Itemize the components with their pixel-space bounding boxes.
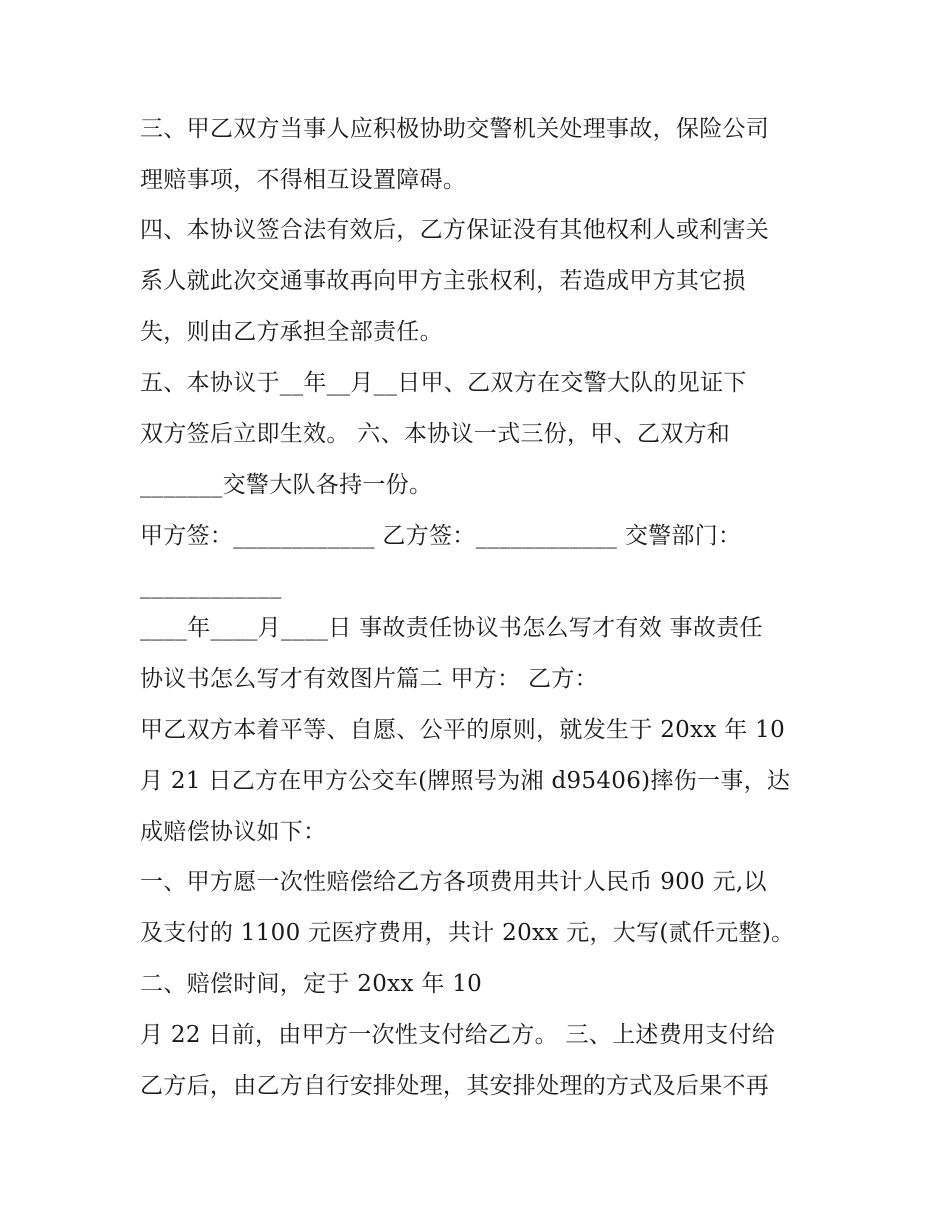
paragraph-line: 甲乙双方本着平等、自愿、公平的原则，就发生于 20xx 年 10: [140, 717, 786, 743]
paragraph-line: 系人就此次交通事故再向甲方主张权利，若造成甲方其它损: [140, 268, 746, 294]
paragraph-line: 三、甲乙双方当事人应积极协助交警机关处理事故，保险公司: [140, 116, 770, 142]
paragraph-line: 双方签后立即生效。 六、本协议一式三份，甲、乙双方和: [140, 421, 731, 447]
paragraph-line: 月 21 日乙方在甲方公交车(牌照号为湘 d95406)摔伤一事，达: [140, 768, 791, 794]
paragraph-line: 五、本协议于__年__月__日甲、乙双方在交警大队的见证下: [140, 370, 747, 396]
paragraph-line: 及支付的 1100 元医疗费用，共计 20xx 元，大写(贰仟元整)。: [140, 920, 795, 946]
paragraph-line: 乙方后，由乙方自行安排处理，其安排处理的方式及后果不再: [140, 1073, 770, 1099]
signature-blank: ____________: [140, 573, 282, 599]
paragraph-line: 一、甲方愿一次性赔偿给乙方各项费用共计人民币 900 元,以: [140, 869, 767, 895]
paragraph-line: _______交警大队各持一份。: [140, 472, 433, 498]
paragraph-line: 失，则由乙方承担全部责任。: [140, 319, 443, 345]
paragraph-line: 月 22 日前，由甲方一次性支付给乙方。 三、上述费用支付给: [140, 1022, 776, 1048]
paragraph-line: 二、赔偿时间，定于 20xx 年 10: [140, 971, 483, 997]
paragraph-line: 协议书怎么写才有效图片篇二 甲方： 乙方：: [140, 666, 598, 692]
paragraph-line: 四、本协议签合法有效后，乙方保证没有其他权利人或利害关: [140, 217, 770, 243]
paragraph-line: 理赔事项，不得相互设置障碍。: [140, 167, 467, 193]
paragraph-line: ____年____月____日 事故责任协议书怎么写才有效 事故责任: [140, 615, 763, 641]
paragraph-line: 成赔偿协议如下：: [140, 819, 327, 845]
signature-line: 甲方签：____________ 乙方签：____________ 交警部门：: [140, 523, 742, 549]
